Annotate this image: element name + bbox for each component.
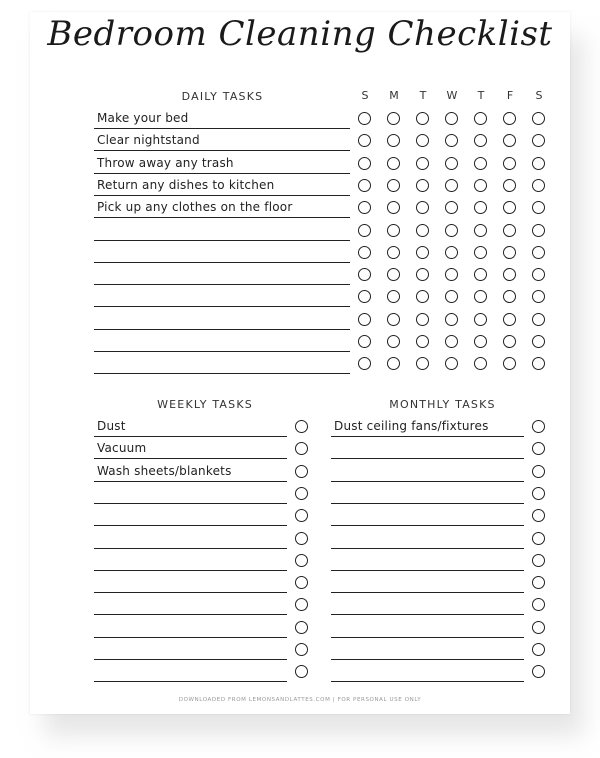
day-header-6: S [535,89,543,102]
daily-checkbox-t-4[interactable] [474,112,487,125]
daily-checkbox-t-4[interactable] [474,224,487,237]
weekly-checkbox[interactable] [295,420,308,433]
day-header-4: T [477,89,485,102]
daily-task-line [94,128,350,129]
daily-checkbox-m-1[interactable] [387,246,400,259]
weekly-task-line [94,436,287,437]
monthly-checkbox[interactable] [532,465,545,478]
daily-checkbox-w-3[interactable] [445,335,458,348]
daily-checkbox-t-2[interactable] [416,112,429,125]
daily-checkbox-s-6[interactable] [532,313,545,326]
daily-checkbox-f-5[interactable] [503,179,516,192]
daily-checkbox-s-6[interactable] [532,112,545,125]
monthly-task-line [331,436,524,437]
weekly-task-line [94,503,287,504]
daily-checkbox-m-1[interactable] [387,335,400,348]
monthly-checkbox[interactable] [532,554,545,567]
daily-checkbox-s-6[interactable] [532,335,545,348]
daily-checkbox-s-0[interactable] [358,157,371,170]
daily-checkbox-s-0[interactable] [358,335,371,348]
daily-checkbox-s-0[interactable] [358,112,371,125]
weekly-task-line [94,570,287,571]
monthly-checkbox[interactable] [532,576,545,589]
day-header-1: M [389,89,399,102]
monthly-task-line [331,481,524,482]
daily-task-line [94,373,350,374]
weekly-checkbox[interactable] [295,554,308,567]
daily-checkbox-m-1[interactable] [387,112,400,125]
daily-checkbox-m-1[interactable] [387,313,400,326]
weekly-checkbox[interactable] [295,532,308,545]
weekly-task-line [94,525,287,526]
monthly-task-line [331,637,524,638]
daily-checkbox-t-4[interactable] [474,268,487,281]
daily-task-line [94,284,350,285]
daily-checkbox-t-2[interactable] [416,335,429,348]
daily-checkbox-s-6[interactable] [532,268,545,281]
daily-checkbox-f-5[interactable] [503,112,516,125]
daily-task-text: Make your bed [97,111,189,125]
daily-checkbox-w-3[interactable] [445,246,458,259]
daily-task-text: Pick up any clothes on the floor [97,200,293,215]
daily-task-line [94,306,350,307]
monthly-task-line [331,659,524,660]
monthly-task-line [331,614,524,615]
daily-checkbox-f-5[interactable] [503,246,516,259]
daily-task-line [94,195,350,196]
weekly-checkbox[interactable] [295,487,308,500]
daily-checkbox-t-4[interactable] [474,313,487,326]
day-header-5: F [506,89,514,102]
daily-task-line [94,217,350,218]
weekly-task-line [94,481,287,482]
daily-checkbox-t-2[interactable] [416,224,429,237]
weekly-task-line [94,548,287,549]
weekly-task-text: Vacuum [97,441,147,456]
weekly-checkbox[interactable] [295,576,308,589]
weekly-task-text: Wash sheets/blankets [97,463,232,478]
daily-checkbox-t-2[interactable] [416,313,429,326]
footer-note: DOWNLOADED FROM LEMONSANDLATTES.COM | FOR PERSONAL USE ONLY [178,697,422,703]
weekly-task-line [94,659,287,660]
daily-checkbox-m-1[interactable] [387,157,400,170]
monthly-task-text: Dust ceiling fans/fixtures [334,419,489,433]
daily-task-line [94,351,350,352]
daily-checkbox-w-3[interactable] [445,313,458,326]
monthly-task-line [331,525,524,526]
daily-task-line [94,173,350,174]
monthly-checkbox[interactable] [532,532,545,545]
monthly-task-line [331,592,524,593]
daily-checkbox-t-4[interactable] [474,246,487,259]
daily-checkbox-f-5[interactable] [503,224,516,237]
daily-task-line [94,329,350,330]
daily-checkbox-s-0[interactable] [358,179,371,192]
daily-checkbox-f-5[interactable] [503,313,516,326]
monthly-task-line [331,458,524,459]
weekly-task-line [94,614,287,615]
daily-checkbox-s-6[interactable] [532,179,545,192]
daily-checkbox-s-0[interactable] [358,224,371,237]
weekly-task-text: Dust [97,419,126,433]
daily-checkbox-t-4[interactable] [474,179,487,192]
daily-checkbox-w-3[interactable] [445,112,458,125]
monthly-task-line [331,503,524,504]
daily-task-line [94,262,350,263]
daily-checkbox-f-5[interactable] [503,268,516,281]
weekly-task-line [94,458,287,459]
daily-checkbox-s-0[interactable] [358,268,371,281]
monthly-checkbox[interactable] [532,420,545,433]
weekly-tasks-header: WEEKLY TASKS [157,398,253,411]
weekly-task-line [94,592,287,593]
day-header-3: W [446,89,458,102]
weekly-task-line [94,637,287,638]
monthly-checkbox[interactable] [532,621,545,634]
daily-task-line [94,150,350,151]
daily-checkbox-s-0[interactable] [358,246,371,259]
daily-checkbox-s-6[interactable] [532,246,545,259]
monthly-task-line [331,570,524,571]
weekly-task-line [94,681,287,682]
daily-task-text: Return any dishes to kitchen [97,177,275,192]
monthly-checkbox[interactable] [532,487,545,500]
weekly-checkbox[interactable] [295,465,308,478]
day-header-2: T [419,89,427,102]
weekly-checkbox[interactable] [295,643,308,656]
daily-tasks-header: DAILY TASKS [181,90,264,103]
daily-checkbox-w-3[interactable] [445,157,458,170]
daily-task-text: Throw away any trash [97,155,234,170]
daily-checkbox-s-6[interactable] [532,157,545,170]
weekly-checkbox[interactable] [295,621,308,634]
monthly-checkbox[interactable] [532,643,545,656]
daily-checkbox-t-4[interactable] [474,335,487,348]
daily-checkbox-t-2[interactable] [416,268,429,281]
daily-checkbox-t-2[interactable] [416,246,429,259]
daily-task-line [94,240,350,241]
monthly-task-line [331,548,524,549]
daily-task-text: Clear nightstand [97,133,200,148]
daily-checkbox-m-1[interactable] [387,179,400,192]
monthly-tasks-header: MONTHLY TASKS [389,398,496,411]
daily-checkbox-w-3[interactable] [445,268,458,281]
daily-checkbox-s-0[interactable] [358,313,371,326]
daily-checkbox-w-3[interactable] [445,179,458,192]
daily-checkbox-m-1[interactable] [387,268,400,281]
daily-checkbox-w-3[interactable] [445,224,458,237]
daily-checkbox-f-5[interactable] [503,157,516,170]
page-title: Bedroom Cleaning Checklist [47,14,553,54]
daily-checkbox-f-5[interactable] [503,335,516,348]
day-header-0: S [361,89,369,102]
daily-checkbox-t-4[interactable] [474,157,487,170]
daily-checkbox-t-2[interactable] [416,157,429,170]
daily-checkbox-t-2[interactable] [416,179,429,192]
daily-checkbox-s-6[interactable] [532,224,545,237]
daily-checkbox-m-1[interactable] [387,224,400,237]
monthly-task-line [331,681,524,682]
